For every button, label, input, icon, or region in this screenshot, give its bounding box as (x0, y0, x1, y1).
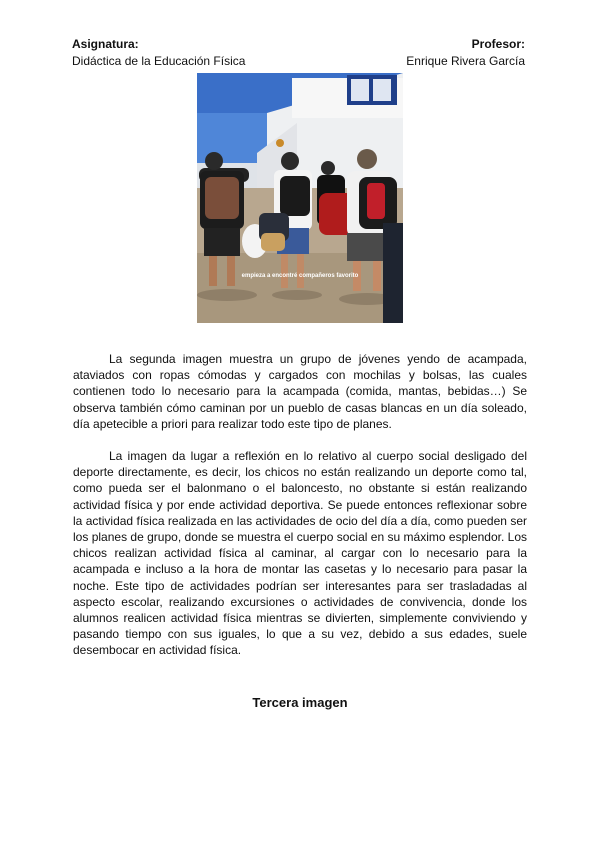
paragraph-1: La segunda imagen muestra un grupo de jóvenes yendo de acampada, ataviados con ropas cómodas y cargados con mochilas y bolsas, las cuales contienen todo lo necesario para la acampada (comida, mantas, bebidas…) Se observa también cómo caminan por un pueblo de casas blancas en un día soleado, día apetecible a priori para realizar todo este tipo de planes. (73, 352, 527, 431)
subject-label: Asignatura: (72, 37, 139, 51)
subject-value: Didáctica de la Educación Física (72, 54, 246, 68)
paragraph-2: La imagen da lugar a reflexión en lo relativo al cuerpo social desligado del deporte directamente, es decir, los chicos no están realizando un deporte como tal, como pueda ser el balonmano o el baloncesto, no obstante si están realizando actividad física y por ende actividad deportiva. Se puede entonces reflexionar sobre la actividad física realizada en las actividades de ocio del día a día, como pueden ser los planes de grupo, donde se muestra el cuerpo social en su máximo esplendor. Los chicos realizan actividad física al caminar, al cargar con lo necesario para la acampada e incluso a la hora de montar las casetas y lo necesario para pasar la noche. Este tipo de actividades podrían ser interesantes para ser trasladadas al aspecto escolar, realizando excursiones o actividades de convivencia, donde los alumnos realicen actividad física mientras se divierten, simplemente conviviendo y pasando tiempo con sus iguales, lo que a su vez, debido a sus edades, suele desembocar en actividad física. (73, 449, 527, 658)
professor-block (406, 36, 525, 70)
professor-value: Enrique Rivera García (406, 54, 525, 68)
subject-block (72, 36, 245, 70)
photo-illustration (197, 73, 403, 323)
camping-group-photo (197, 73, 403, 323)
professor-label: Profesor: (471, 37, 525, 51)
photo-caption: empieza a encontré compañeros favorito (241, 273, 359, 279)
section-title: Tercera imagen (252, 695, 348, 710)
